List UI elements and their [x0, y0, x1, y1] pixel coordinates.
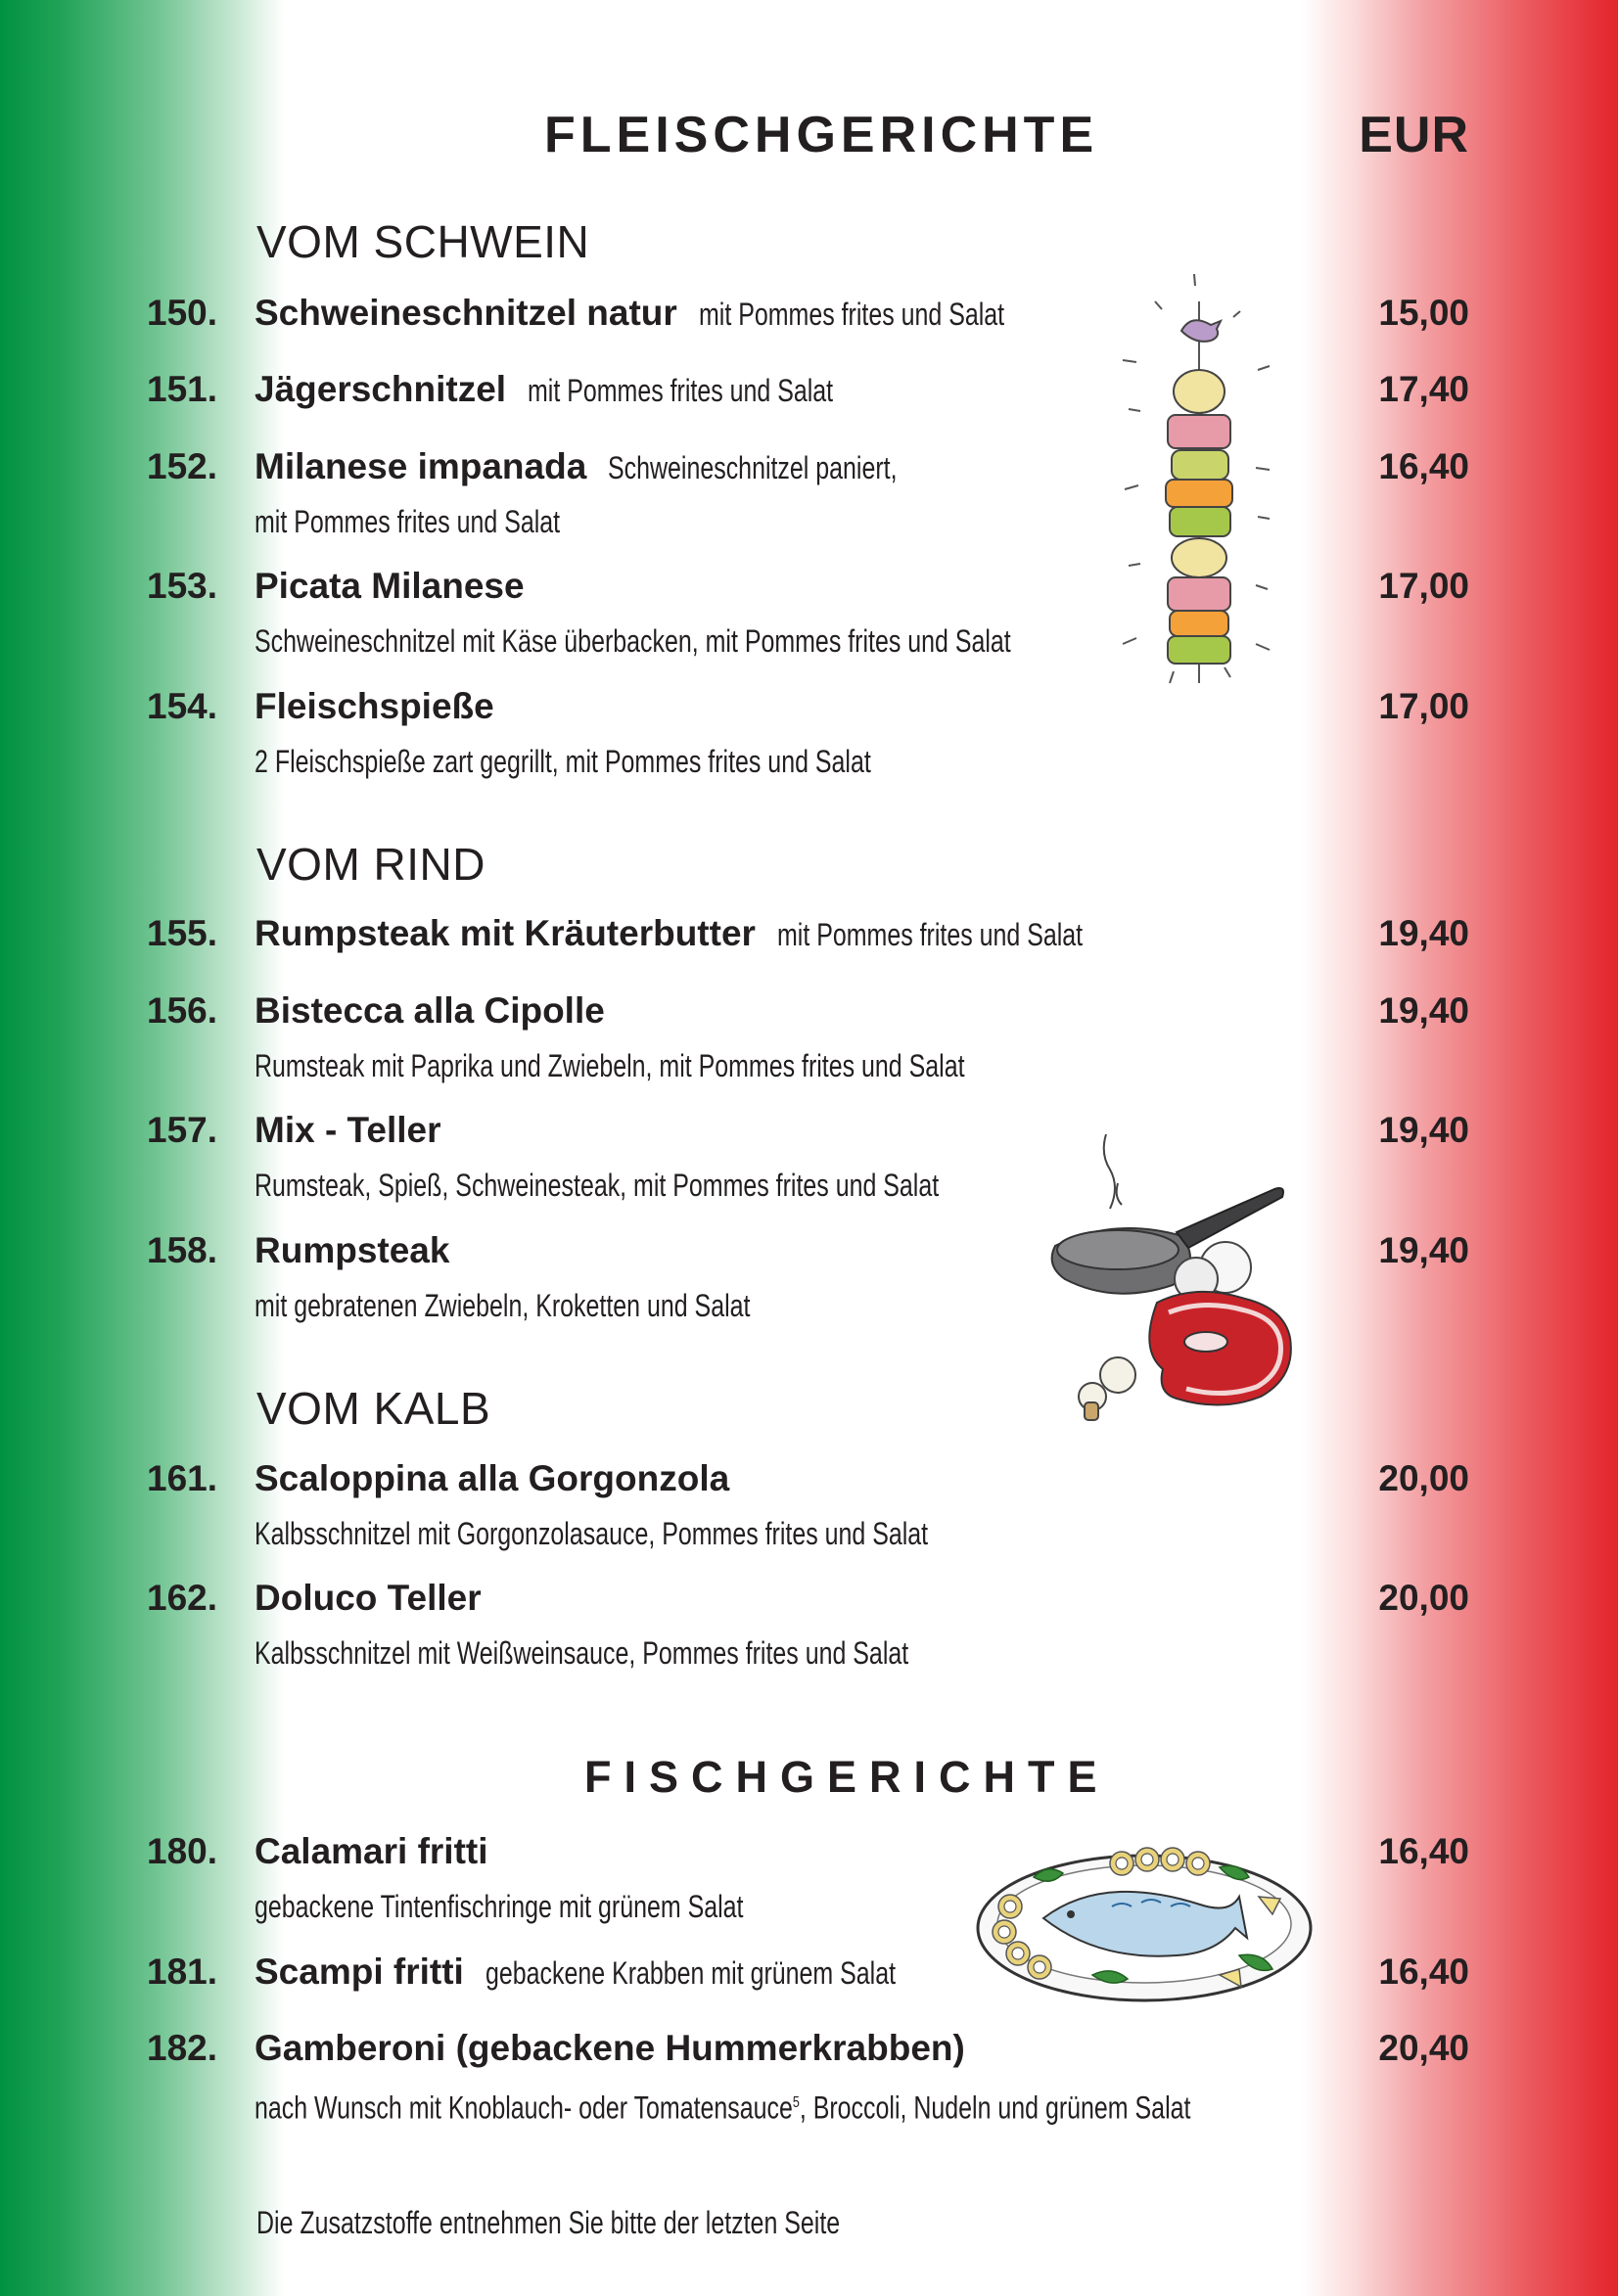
item-inline-desc: Schweineschnitzel paniert, [608, 450, 898, 485]
item-number: 156. [147, 990, 218, 1031]
page-title: FLEISCHGERICHTE [544, 107, 1099, 163]
item-description: 2 Fleischspieße zart gegrillt, mit Pommes frites und Salat [254, 744, 871, 779]
item-inline-desc: mit Pommes frites und Salat [776, 917, 1084, 952]
skewer-illustration [1121, 272, 1277, 703]
section-heading-fisch: FISCHGERICHTE [584, 1752, 1110, 1802]
item-price: 17,00 [1378, 566, 1469, 606]
item-price: 17,40 [1378, 369, 1469, 409]
item-description [254, 2082, 1190, 2130]
footer-note: Die Zusatzstoffe entnehmen Sie bitte der letzten Seite [256, 2205, 841, 2240]
item-description: Kalbsschnitzel mit Weißweinsauce, Pommes frites und Salat [254, 1635, 909, 1671]
item-inline-desc: mit Pommes frites und Salat [698, 297, 1004, 332]
item-number: 150. [147, 293, 218, 333]
item-price: 16,40 [1378, 1831, 1469, 1871]
item-description: mit Pommes frites und Salat [254, 504, 561, 539]
item-description-rest: , Broccoli, Nudeln und grünem Salat [799, 2089, 1191, 2126]
item-number: 182. [147, 2028, 218, 2068]
item-name: Schweineschnitzel natur [254, 293, 677, 333]
item-price: 20,00 [1378, 1458, 1469, 1498]
item-description: mit gebratenen Zwiebeln, Kroketten und Salat [254, 1288, 751, 1323]
item-description: Rumsteak mit Paprika und Zwiebeln, mit Pommes frites und Salat [254, 1048, 965, 1083]
item-number: 155. [147, 913, 218, 953]
item-number: 180. [147, 1831, 218, 1871]
item-name: Milanese impanada [254, 446, 587, 486]
item-price: 16,40 [1378, 1952, 1469, 1992]
item-price: 19,40 [1378, 913, 1469, 953]
item-number: 158. [147, 1230, 218, 1270]
item-inline-desc: gebackene Krabben mit grünem Salat [485, 1955, 896, 1991]
currency-label: EUR [1359, 107, 1469, 163]
item-name: Bistecca alla Cipolle [254, 990, 605, 1031]
item-name: Gamberoni (gebackene Hummerkrabben) [254, 2028, 965, 2068]
item-name: Scaloppina alla Gorgonzola [254, 1458, 730, 1498]
item-price: 19,40 [1378, 1230, 1469, 1270]
item-number: 162. [147, 1578, 218, 1618]
item-name: Picata Milanese [254, 566, 525, 606]
item-price: 16,40 [1378, 446, 1469, 486]
item-number: 153. [147, 566, 218, 606]
item-description-text: nach Wunsch mit Knoblauch- oder Tomatensauce [254, 2089, 793, 2126]
item-price: 19,40 [1378, 1110, 1469, 1150]
item-name: Rumpsteak mit Kräuterbutter [254, 913, 756, 953]
item-description: Schweineschnitzel mit Käse überbacken, mit Pommes frites und Salat [254, 623, 1011, 659]
item-number: 157. [147, 1110, 218, 1150]
fish-platter-illustration [975, 1838, 1314, 2004]
item-price: 19,40 [1378, 990, 1469, 1031]
item-price: 15,00 [1378, 293, 1469, 333]
item-number: 161. [147, 1458, 218, 1498]
pan-steak-illustration [1049, 1130, 1304, 1424]
item-name: Jägerschnitzel [254, 369, 507, 409]
item-number: 151. [147, 369, 218, 409]
additive-footnote-marker: 5 [792, 2094, 800, 2111]
item-name: Fleischspieße [254, 686, 494, 726]
item-number: 154. [147, 686, 218, 726]
section-heading-schwein: VOM SCHWEIN [256, 216, 590, 267]
section-heading-kalb: VOM KALB [256, 1383, 491, 1434]
item-name: Doluco Teller [254, 1578, 482, 1618]
item-description: gebackene Tintenfischringe mit grünem Salat [254, 1889, 744, 1924]
section-heading-rind: VOM RIND [256, 839, 485, 890]
item-name: Calamari fritti [254, 1831, 488, 1871]
item-description: Rumsteak, Spieß, Schweinesteak, mit Pommes frites und Salat [254, 1168, 940, 1203]
item-number: 181. [147, 1952, 218, 1992]
item-name: Rumpsteak [254, 1230, 450, 1270]
item-price: 20,40 [1378, 2028, 1469, 2068]
item-price: 17,00 [1378, 686, 1469, 726]
item-inline-desc: mit Pommes frites und Salat [528, 373, 834, 408]
item-name: Mix - Teller [254, 1110, 441, 1150]
item-price: 20,00 [1378, 1578, 1469, 1618]
item-description: Kalbsschnitzel mit Gorgonzolasauce, Pommes frites und Salat [254, 1516, 929, 1551]
item-number: 152. [147, 446, 218, 486]
item-name: Scampi fritti [254, 1952, 464, 1992]
